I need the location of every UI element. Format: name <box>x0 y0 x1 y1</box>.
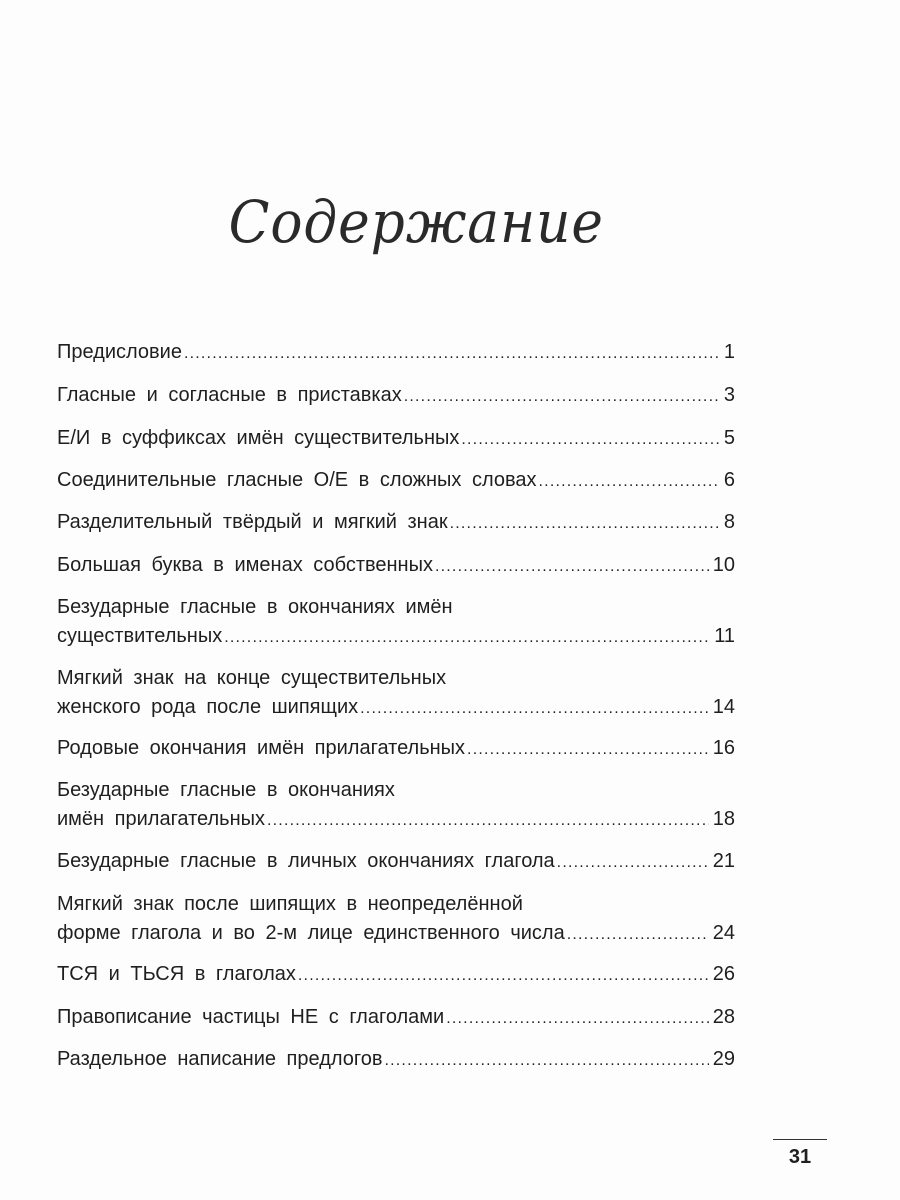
dot-leader <box>467 735 709 764</box>
entry-page: 6 <box>723 469 735 491</box>
dot-leader <box>567 920 709 949</box>
entry-page: 21 <box>712 850 735 872</box>
entry-title: Разделительный твёрдый и мягкий знак <box>57 511 448 533</box>
entry-page: 3 <box>723 384 735 406</box>
entry-title: Раздельное написание предлогов <box>57 1048 383 1070</box>
entry-page: 26 <box>712 963 735 985</box>
entry-title-line: Мягкий знак на конце существительных <box>57 667 447 689</box>
entry-page: 14 <box>712 696 735 718</box>
dot-leader <box>224 623 710 652</box>
entry-page: 10 <box>712 554 735 576</box>
toc-entry <box>57 424 735 453</box>
entry-title-line: Мягкий знак после шипящих в неопределённой <box>57 893 523 915</box>
entry-title: Безударные гласные в личных окончаниях глагола <box>57 850 555 872</box>
dot-leader <box>446 1004 709 1033</box>
entry-title: ТСЯ и ТЬСЯ в глаголах <box>57 963 296 985</box>
page-number-rule <box>773 1139 827 1140</box>
entry-title: Родовые окончания имён прилагательных <box>57 737 466 759</box>
entry-page: 28 <box>712 1006 735 1028</box>
entry-title: Предисловие <box>57 341 182 363</box>
toc-entry <box>57 1045 735 1074</box>
dot-leader <box>267 806 709 835</box>
toc-entry <box>57 847 735 876</box>
toc-entry <box>57 734 735 763</box>
entry-page: 11 <box>714 625 735 647</box>
dot-leader <box>298 961 709 990</box>
entry-page: 1 <box>723 341 735 363</box>
dot-leader <box>557 848 709 877</box>
dot-leader <box>184 339 720 368</box>
entry-title: форме глагола и во 2-м лице единственного числа <box>57 922 565 944</box>
toc-entry <box>57 890 735 948</box>
entry-title: Гласные и согласные в приставках <box>57 384 402 406</box>
entry-title-line: Безударные гласные в окончаниях имён <box>57 596 453 618</box>
entry-title: женского рода после шипящих <box>57 696 359 718</box>
toc-entry <box>57 1003 735 1032</box>
entry-title-line: Безударные гласные в окончаниях <box>57 779 395 801</box>
entry-page: 5 <box>723 427 735 449</box>
toc-entry <box>57 776 735 834</box>
toc-entry <box>57 508 735 537</box>
page-number: 31 <box>788 1146 812 1168</box>
entry-title: Е/И в суффиксах имён существительных <box>57 427 460 449</box>
entry-title: Соединительные гласные О/Е в сложных словах <box>57 469 537 491</box>
entry-page: 29 <box>712 1048 735 1070</box>
entry-page: 16 <box>712 737 735 759</box>
dot-leader <box>385 1046 709 1075</box>
dot-leader <box>360 694 709 723</box>
dot-leader <box>435 552 709 581</box>
dot-leader <box>450 509 720 538</box>
dot-leader <box>461 425 719 454</box>
toc-entry <box>57 466 735 495</box>
toc-entry <box>57 960 735 989</box>
toc-entry <box>57 338 735 367</box>
entry-title: Правописание частицы НЕ с глаголами <box>57 1006 445 1028</box>
dot-leader <box>404 382 720 411</box>
toc-entry <box>57 664 735 722</box>
toc-entry <box>57 551 735 580</box>
entry-title: существительных <box>57 625 223 647</box>
toc-entry <box>57 381 735 410</box>
toc-entry <box>57 593 735 651</box>
entry-title: имён прилагательных <box>57 808 266 830</box>
entry-page: 24 <box>712 922 735 944</box>
entry-title: Большая буква в именах собственных <box>57 554 433 576</box>
entry-page: 18 <box>712 808 735 830</box>
page-title: Содержание <box>228 188 604 256</box>
entry-page: 8 <box>723 511 735 533</box>
dot-leader <box>539 467 720 496</box>
